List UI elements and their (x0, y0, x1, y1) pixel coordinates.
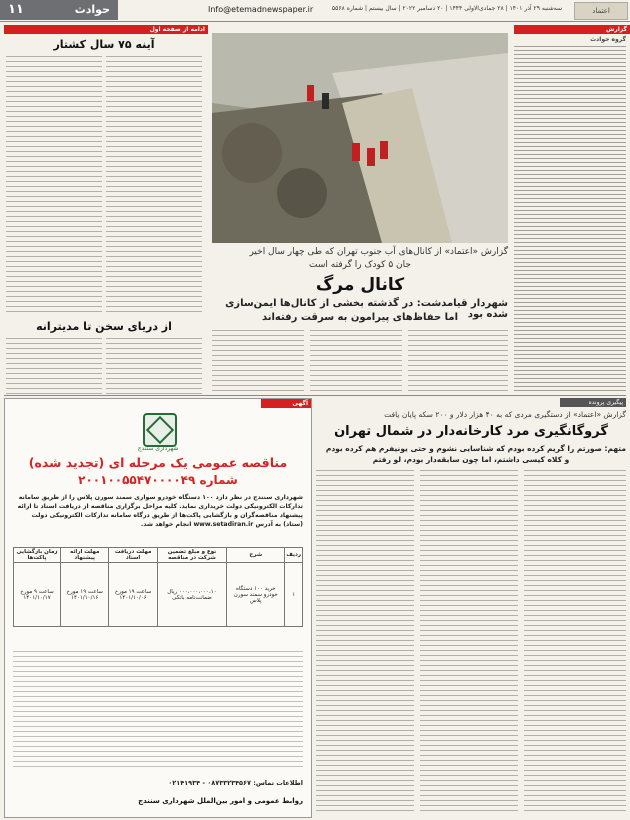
right-bar-label: گزارش (605, 26, 627, 33)
header-divider (0, 21, 630, 22)
right-column-body (514, 46, 626, 391)
main-body-col1 (212, 330, 304, 394)
main-subhead-line1: شهردار قیامدشت: در گذشته بخشی از کانال‌ها ایمن‌سازی شده بود (225, 298, 508, 320)
page-section-tab (0, 0, 118, 20)
tender-col-header: شرح (227, 548, 285, 563)
municipality-emblem-icon (143, 413, 177, 447)
second-body-col3 (524, 470, 626, 814)
second-kicker: گزارش «اعتماد» از دستگیری مردی که به ۴۰ هزار دلار و ۲۰۰ سکه پایان یافت (384, 410, 626, 419)
page-header (0, 0, 630, 20)
main-body-col2 (310, 330, 402, 394)
tender-col-header: زمان بازگشایی پاکت‌ها (14, 548, 61, 563)
main-subhead-line2: اما حفاظ‌های پیرامون به سرقت رفته‌اند (261, 312, 459, 323)
main-headline: کانال مرگ (315, 275, 405, 295)
main-kicker-line1: گزارش «اعتماد» از کانال‌های آب جنوب تهران که طی چهار سال اخیر (249, 247, 508, 257)
second-body-col1 (316, 470, 414, 814)
second-bar-label: پیگیری پرونده (588, 399, 623, 406)
tender-cell: ساعت ۹ مورخ ۱۴۰۱/۱۰/۱۷ (14, 563, 61, 627)
tender-col-header: نوع و مبلغ تضمین شرکت در مناقصه (157, 548, 226, 563)
left-article-body-col2 (106, 56, 202, 316)
newspaper-logo: اعتماد (574, 2, 628, 20)
left-article2-body-col2 (106, 338, 202, 394)
ad-corner-label (261, 399, 311, 408)
tender-cell: ساعت ۱۹ مورخ ۱۴۰۱/۱۰/۱۶ (61, 563, 109, 627)
ad-org-name: شهرداری سنندج (137, 445, 179, 452)
tender-col-header: مهلت دریافت اسناد (109, 548, 157, 563)
left-article-body-col1 (6, 56, 102, 316)
left-article2-title: از دریای سخن تا مدیترانه (36, 320, 172, 333)
ad-conditions-text (13, 651, 303, 771)
canal-photo (212, 33, 508, 243)
section-name: حوادث (74, 3, 110, 16)
tender-table (13, 547, 303, 627)
tender-cell: ۰۰۰،۰۰۰،۰۰۰،۱۰ ریال ضمانت‌نامه بانکی (157, 563, 226, 627)
main-kicker-line2: جان ۵ کودک را گرفته است (309, 260, 411, 270)
header-email: Info@etemadnewspaper.ir (208, 5, 314, 14)
right-section-bar (514, 25, 630, 34)
header-date-line: سه‌شنبه ۲۹ آذر ۱۴۰۱ | ۲۸ جمادی‌الاولی ۱۴۴۴ | ۲۰ دسامبر ۲۰۲۲ | سال بیستم | شماره ۵۵۶۸ (331, 5, 562, 12)
second-story-bar (560, 398, 626, 407)
left-section-bar (4, 25, 208, 34)
tender-cell: ساعت ۱۹ مورخ ۱۴۰۱/۱۰/۰۶ (109, 563, 157, 627)
tender-cell: ۱ (285, 563, 303, 627)
ad-footer-contact: اطلاعات تماس: ۰۸۷۳۳۲۳۴۵۶۷ - ۰۲۱۴۱۹۳۴ (168, 779, 303, 787)
left-article-title: آینه ۷۵ سال کشتار (53, 38, 155, 51)
mid-divider (4, 395, 626, 396)
tender-table-row (14, 563, 303, 627)
left-bar-label: ادامه از صفحه اول (149, 26, 205, 33)
second-subhead-line1: متهم: صورتم را گریم کرده بودم که شناسایی نشوم و حتی یونیفرم هم کرده بودم (325, 444, 626, 453)
tender-col-header: مهلت ارائه پیشنهاد (61, 548, 109, 563)
second-subhead-line2: و کلاه کیسی داشتم، اما چون سابقه‌دار بودم، لو رفتم (372, 455, 570, 464)
page-number: ١١ (8, 2, 24, 17)
ad-intro-text: شهرداری سنندج در نظر دارد ۱۰۰ دستگاه خودرو سواری سمند سورن پلاس را از طریق سامانه تدارکات الکترونیکی دولت خریداری نماید. کلیه مراحل برگزاری مناقصه از دریافت اسناد تا ارائه پیشنهاد مناقصه‌گران و بازگشایی پاکت‌ها از طریق درگاه سامانه تدارکات الکترونیکی دولت (ستاد) به آدرس www.setadiran.ir انجام خواهد شد. (17, 494, 303, 528)
ad-tender-number: شماره ۲۰۰۱۰۰۵۵۴۷۰۰۰۰۴۹ (78, 473, 238, 487)
ad-corner-text: آگهی (292, 400, 308, 407)
main-body-col3 (408, 330, 508, 394)
left-article2-body-col1 (6, 338, 102, 394)
second-body-col2 (420, 470, 518, 814)
second-headline: گروگانگیری مرد کارخانه‌دار در شمال تهران (334, 424, 608, 439)
right-subsection-label: گروه حوادث (590, 36, 626, 43)
tender-col-header: ردیف (285, 548, 303, 563)
tender-table-header-row (14, 548, 303, 563)
tender-cell: خرید ۱۰۰ دستگاه خودرو سمند سورن پلاس (227, 563, 285, 627)
tender-advertisement (4, 398, 312, 818)
ad-title: مناقصه عمومی یک مرحله ای (تجدید شده) (28, 455, 288, 470)
ad-footer-office: روابط عمومی و امور بین‌الملل شهرداری سنندج (138, 797, 303, 805)
